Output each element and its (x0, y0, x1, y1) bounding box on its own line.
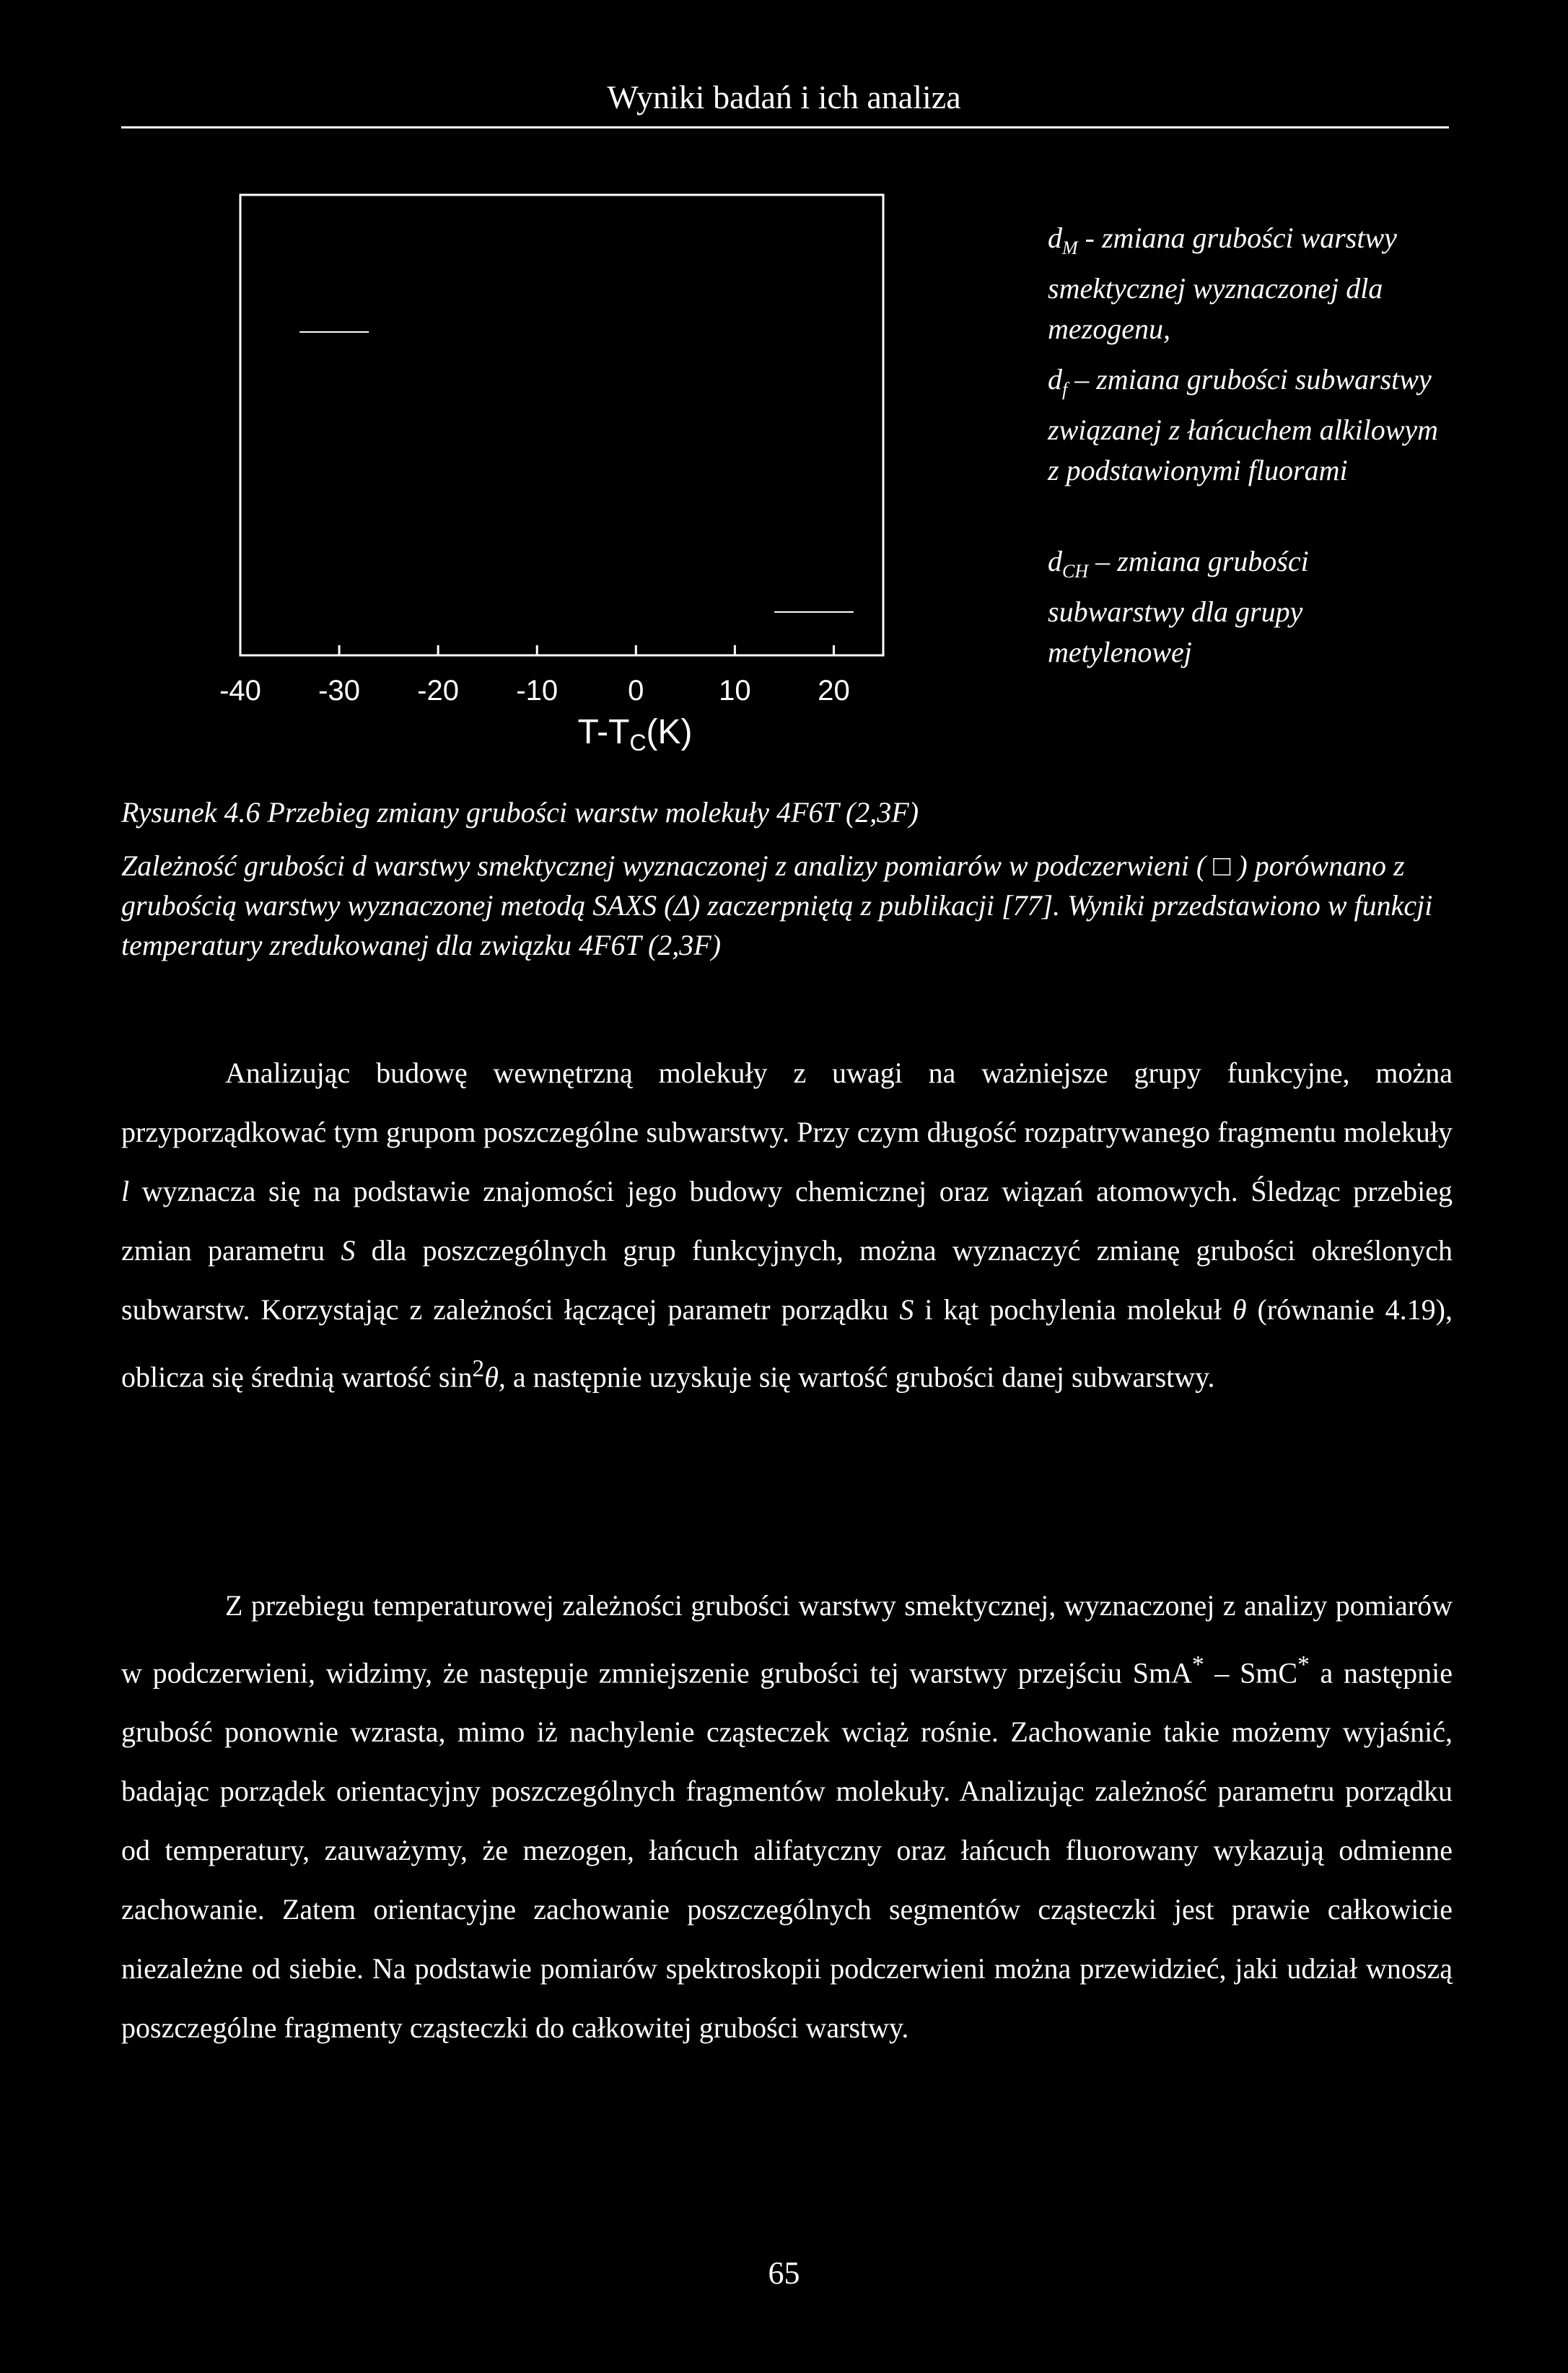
plot-frame (240, 195, 883, 655)
paragraph-1: Analizując budowę wewnętrzną molekuły z uwagi na ważniejsze grupy funkcyjne, można przyporządkować tym grupom poszczególne subwarstwy. Przy czym długość rozpatrywanego fragmentu molekuły l wyznacza się na podstawie znajomości jego budowy chemicznej oraz wiązań atomowych. Śledząc przebieg zmian parametru S dla poszczególnych grup funkcyjnych, można wyznaczyć zmianę grubości określonych subwarstw. Korzystając z zależności łączącej parametr porządku S i kąt pochylenia molekuł θ (równanie 4.19), oblicza się średnią wartość $\sin^2\theta$, a następnie uzyskuje się wartość grubości danej subwarstwy. (121, 1057, 1453, 1394)
figure-caption-title: Rysunek 4.6 Przebieg zmiany grubości warstw molekuły 4F6T (2,3F) (121, 796, 919, 829)
asterisk-sup: * (1191, 1651, 1204, 1678)
variable-theta: θ (1232, 1293, 1247, 1326)
x-tick-label: -30 (318, 675, 360, 707)
paragraph-2: Z przebiegu temperaturowej zależności grubości warstwy smektycznej, wyznaczonej z analizy pomiarów w podczerwieni, widzimy, że następuje zmniejszenie grubości tej warstwy przejściu SmA* – SmC* a następnie grubość ponownie wzrasta, mimo iż nachylenie cząsteczek wciąż rośnie. Zachowanie takie możemy wyjaśnić, badając porządek orientacyjny poszczególnych fragmentów molekuły. Analizując zależność parametru porządku od temperatury, zauważymy, że mezogen, łańcuch alifatyczny oraz łańcuch fluorowany wykazują odmienne zachowanie. Zatem orientacyjne zachowanie poszczególnych segmentów cząsteczki jest prawie całkowicie niezależne od siebie. Na podstawie pomiarów spektroskopii podczerwieni można przewidzieć, jaki udział wnoszą poszczególne fragmenty cząsteczki do całkowitej grubości warstwy. (121, 1589, 1453, 2045)
legend-d-ch (1048, 541, 1452, 673)
legend-d-f (1048, 359, 1452, 491)
legend-d-ch-text: – zmiana grubości subwarstwy dla grupy metylenowej (1048, 545, 1309, 668)
legend-d-m-text: - zmiana grubości warstwy smektycznej wyznaczonej dla mezogenu, (1048, 222, 1397, 345)
legend-d-m (1048, 218, 1452, 349)
variable-s: S (341, 1234, 356, 1267)
variable-l: l (121, 1175, 130, 1207)
legend-d-m-symbol: $d_M$ (1048, 222, 1078, 258)
asterisk-sup: * (1297, 1651, 1310, 1678)
figure-caption-body: Zależność grubości d warstwy smektycznej wyznaczonej z analizy pomiarów w podczerwieni ( □ ) porównano z grubością warstwy wyznaczonej metodą SAXS (Δ) zaczerpniętą z publikacji [77]. Wyniki przedstawiono w funkcji temperatury zredukowanej dla związku 4F6T (2,3F) (121, 849, 1433, 961)
running-header: Wyniki badań i ich analiza (607, 79, 961, 115)
legend-d-f-text: – zmiana grubości subwarstwy związanej z łańcuchem alkilowym z podstawionymi fluorami (1048, 363, 1439, 486)
variable-theta: θ, (484, 1360, 506, 1394)
x-tick-label: -40 (219, 675, 261, 707)
superscript-2: 2 (472, 1355, 485, 1382)
x-axis-label: $T-T_C(K)$ (577, 713, 693, 751)
x-tick-label: -20 (417, 675, 460, 707)
variable-s: S (899, 1293, 914, 1326)
legend-d-f-symbol: $d_f$ (1048, 363, 1068, 400)
x-tick-label: 20 (818, 675, 850, 707)
x-tick-label: 0 (628, 675, 644, 707)
header-rule (121, 126, 1449, 128)
figure-chart (173, 173, 924, 751)
x-tick-label: 10 (719, 675, 751, 707)
page-number: 65 (768, 2255, 800, 2291)
x-tick-label: -10 (516, 675, 559, 707)
legend-d-ch-symbol: $d_{CH}$ (1048, 545, 1089, 582)
